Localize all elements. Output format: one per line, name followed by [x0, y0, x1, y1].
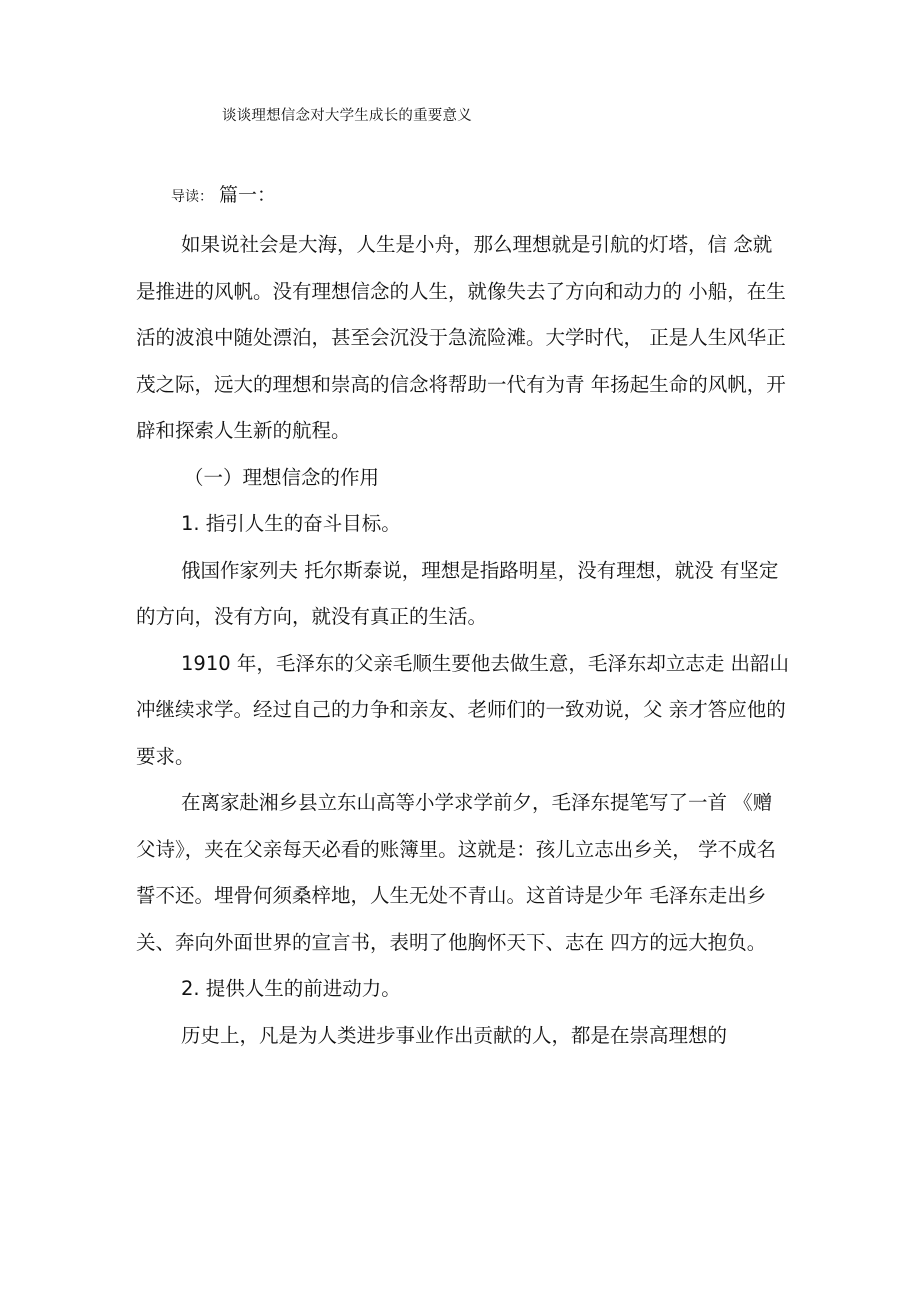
list-heading: 1. 指引人生的奋斗目标。	[181, 512, 401, 535]
paragraph-line: 活的波浪中随处漂泊，甚至会沉没于急流险滩。大学时代， 正是人生风华正	[136, 326, 786, 349]
paragraph-line: 如果说社会是大海，人生是小舟，那么理想就是引航的灯塔，信 念就	[181, 233, 773, 256]
document-title: 谈谈理想信念对大学生成长的重要意义	[222, 108, 472, 124]
paragraph-line: 关、奔向外面世界的宣言书，表明了他胸怀天下、志在 四方的远大抱负。	[136, 930, 767, 954]
paragraph-line: 在离家赴湘乡县立东山高等小学求学前夕，毛泽东提笔写了一首 《赠	[181, 791, 773, 814]
paragraph-line: 1910 年，毛泽东的父亲毛顺生要他去做生意，毛泽东却立志走 出韶山	[181, 651, 790, 675]
section-label: 篇一：	[219, 184, 277, 206]
paragraph-line: 茂之际，远大的理想和崇高的信念将帮助一代有为青 年扬起生命的风帆，开	[136, 372, 786, 396]
section-heading: （一）理想信念的作用	[184, 465, 380, 489]
paragraph-line: 父诗》，夹在父亲每天必看的账簿里。这就是：孩儿立志出乡关， 学不成名	[136, 837, 776, 861]
paragraph-line: 冲继续求学。经过自己的力争和亲友、老师们的一致劝说，父 亲才答应他的	[136, 698, 786, 721]
list-heading: 2. 提供人生的前进动力。	[181, 977, 401, 1000]
document-body	[136, 222, 796, 1059]
lead-label: 导读：	[171, 189, 213, 205]
paragraph-line: 俄国作家列夫 托尔斯泰说，理想是指路明星，没有理想，就没 有坚定	[181, 558, 779, 582]
paragraph-line: 历史上，凡是为人类进步事业作出贡献的人，都是在崇高理想的	[181, 1023, 728, 1047]
paragraph-line: 辟和探索人生新的航程。	[136, 419, 351, 442]
paragraph-line: 的方向，没有方向，就没有真正的生活。	[136, 605, 488, 628]
paragraph-line: 要求。	[136, 744, 195, 768]
paragraph-line: 誓不还。埋骨何须桑梓地，人生无处不青山。这首诗是少年 毛泽东走出乡	[136, 884, 767, 907]
lead-line	[171, 180, 276, 207]
paragraph-line: 是推进的风帆。没有理想信念的人生，就像失去了方向和动力的 小船，在生	[136, 279, 786, 303]
